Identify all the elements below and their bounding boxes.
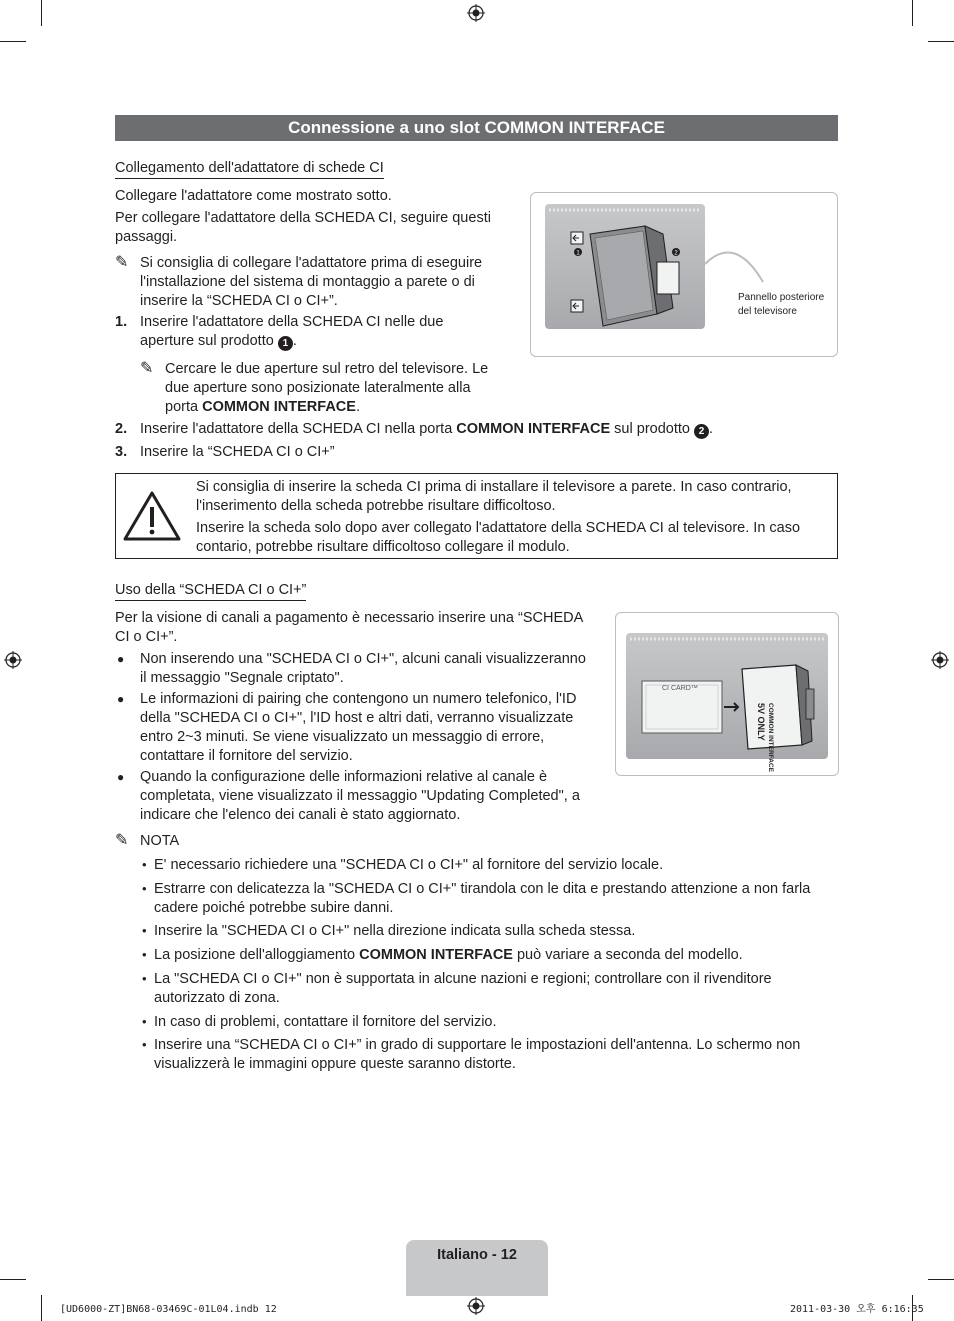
subsection-heading-text: Collegamento dell'adattatore di schede CI bbox=[115, 160, 384, 179]
note-text: La posizione dell'alloggiamento bbox=[154, 947, 360, 963]
step-bold: COMMON INTERFACE bbox=[456, 421, 611, 437]
figure-ci-adapter bbox=[530, 192, 838, 357]
step-number: 2. bbox=[115, 421, 128, 437]
note-line: Si consiglia di collegare l'adattatore prima di eseguire bbox=[140, 255, 483, 271]
note-line: inserire la “SCHEDA CI o CI+”. bbox=[140, 293, 338, 309]
dot-icon: • bbox=[142, 923, 147, 938]
note-bold: COMMON INTERFACE bbox=[359, 947, 513, 963]
note-text: può variare a seconda del modello. bbox=[512, 947, 743, 963]
crop-mark bbox=[0, 41, 26, 42]
figure-caption-line: del televisore bbox=[738, 306, 797, 317]
registration-mark-icon bbox=[4, 651, 22, 669]
paragraph: passaggi. bbox=[115, 229, 178, 245]
memo-pencil-icon: ✎ bbox=[140, 360, 154, 377]
note-line: In caso di problemi, contattare il fornitore del servizio. bbox=[154, 1014, 497, 1030]
bullet-line: della "SCHEDA CI o CI+", l'ID host e altri dati, verranno visualizzate bbox=[140, 710, 574, 726]
note-line: visualizzerà le immagini oppure queste saranno distorte. bbox=[154, 1056, 516, 1072]
subsection-heading bbox=[115, 581, 306, 600]
dot-icon: • bbox=[142, 881, 147, 896]
step-text: Inserire l'adattatore della SCHEDA CI nella porta bbox=[140, 421, 457, 437]
caution-line: l'inserimento della scheda potrebbe risultare difficoltoso. bbox=[196, 498, 556, 514]
bullet-line: il messaggio "Segnale criptato". bbox=[140, 670, 344, 686]
ci-card-illustration-icon bbox=[626, 633, 828, 759]
step-text: aperture sul prodotto bbox=[140, 333, 274, 349]
svg-text:2: 2 bbox=[674, 250, 678, 257]
bullet-line: Quando la configurazione delle informazioni relative al canale è bbox=[140, 769, 548, 785]
step-number: 3. bbox=[115, 444, 128, 460]
caution-line: Inserire la scheda solo dopo aver collegato l'adattatore della SCHEDA CI al televisore. In caso bbox=[196, 520, 801, 536]
note-line bbox=[154, 946, 743, 965]
note-line: cadere poiché potrebbe subire danni. bbox=[154, 900, 394, 916]
bullet-line: contattare il fornitore del servizio. bbox=[140, 748, 353, 764]
registration-mark-icon bbox=[467, 4, 485, 22]
step-text: sul prodotto bbox=[610, 421, 690, 437]
registration-mark-icon bbox=[931, 651, 949, 669]
figure-caption-line: Pannello posteriore bbox=[738, 292, 825, 303]
step-text-line: Inserire l'adattatore della SCHEDA CI nella porta COMMON INTERFACE sul prodotto 2 . bbox=[140, 421, 714, 437]
slot-label-line: 5V ONLY bbox=[756, 703, 766, 741]
caution-line: contario, potrebbe risultare difficoltoso collegare il modulo. bbox=[196, 539, 570, 555]
note-line: porta COMMON INTERFACE. bbox=[165, 399, 360, 415]
note-line: autorizzato di zona. bbox=[154, 990, 280, 1006]
registration-mark-icon bbox=[467, 1297, 485, 1315]
dot-icon: • bbox=[142, 1014, 147, 1029]
bullet-icon: ● bbox=[117, 692, 125, 706]
crop-mark bbox=[928, 41, 954, 42]
step-text: Inserire l'adattatore della SCHEDA CI nelle due bbox=[140, 314, 444, 330]
note-line: E' necessario richiedere una "SCHEDA CI o CI+" al fornitore del servizio locale. bbox=[154, 857, 664, 873]
bullet-line: Non inserendo una "SCHEDA CI o CI+", alcuni canali visualizzeranno bbox=[140, 651, 586, 667]
marker-1: 1 bbox=[278, 336, 293, 351]
figure-ci-card bbox=[615, 612, 839, 776]
crop-mark bbox=[41, 0, 42, 26]
caution-box bbox=[115, 473, 838, 559]
note-line: due aperture sono posizionate lateralmente alla bbox=[165, 380, 471, 396]
dot-icon: • bbox=[142, 947, 147, 962]
bullet-line: completata, viene visualizzato il messaggio "Updating Completed", a bbox=[140, 788, 580, 804]
crop-mark bbox=[41, 1295, 42, 1321]
crop-mark bbox=[912, 0, 913, 26]
caution-line: Si consiglia di inserire la scheda CI prima di installare il televisore a parete. In caso contrario, bbox=[196, 479, 792, 495]
bullet-icon: ● bbox=[117, 652, 125, 666]
page-number: Italiano - 12 bbox=[437, 1247, 517, 1263]
slot-label bbox=[755, 703, 774, 783]
memo-pencil-icon: ✎ bbox=[115, 254, 129, 271]
step-text-line: aperture sul prodotto 1 . bbox=[140, 333, 297, 349]
note-line: La "SCHEDA CI o CI+" non è supportata in alcune nazioni e regioni; controllare con il rivenditore bbox=[154, 971, 772, 987]
print-slug-right: 2011-03-30 오후 6:16:35 bbox=[790, 1304, 924, 1315]
memo-pencil-icon: ✎ bbox=[115, 832, 129, 849]
nota-heading: NOTA bbox=[140, 833, 180, 849]
svg-text:1: 1 bbox=[576, 250, 580, 257]
note-bold: COMMON INTERFACE bbox=[202, 399, 356, 415]
figure-caption bbox=[738, 291, 824, 319]
warning-triangle-icon bbox=[122, 490, 182, 542]
bullet-line: Le informazioni di pairing che contengono un numero telefonico, l'ID bbox=[140, 691, 577, 707]
section-title: Connessione a uno slot COMMON INTERFACE bbox=[115, 115, 838, 141]
note-line: l'installazione del sistema di montaggio a parete o di bbox=[140, 274, 475, 290]
paragraph: Per collegare l'adattatore della SCHEDA CI, seguire questi bbox=[115, 210, 491, 226]
paragraph: Per la visione di canali a pagamento è necessario inserire una “SCHEDA bbox=[115, 610, 584, 626]
marker-2: 2 bbox=[694, 424, 709, 439]
dot-icon: • bbox=[142, 971, 147, 986]
ci-card-label: CI CARD™ bbox=[662, 685, 698, 692]
bullet-line: entro 2~3 minuti. Se viene visualizzato un messaggio di errore, bbox=[140, 729, 545, 745]
note-line: Estrarre con delicatezza la "SCHEDA CI o CI+" tirandola con le dita e prestando attenzione a non farla bbox=[154, 881, 811, 897]
step-number: 1. bbox=[115, 314, 128, 330]
subsection-heading-text: Uso della “SCHEDA CI o CI+” bbox=[115, 582, 306, 601]
note-text: porta bbox=[165, 399, 203, 415]
subsection-heading bbox=[115, 159, 384, 178]
note-line: Inserire la "SCHEDA CI o CI+" nella direzione indicata sulla scheda stessa. bbox=[154, 923, 636, 939]
note-line: Inserire una “SCHEDA CI o CI+” in grado di supportare le impostazioni dell'antenna. Lo schermo non bbox=[154, 1037, 801, 1053]
print-slug-left: [UD6000-ZT]BN68-03469C-01L04.indb 12 bbox=[60, 1304, 277, 1315]
bullet-icon: ● bbox=[117, 770, 125, 784]
adapter-illustration-icon bbox=[545, 204, 765, 334]
paragraph: Collegare l'adattatore come mostrato sotto. bbox=[115, 188, 392, 204]
note-line: Cercare le due aperture sul retro del televisore. Le bbox=[165, 361, 489, 377]
dot-icon: • bbox=[142, 857, 147, 872]
dot-icon: • bbox=[142, 1037, 147, 1052]
bullet-line: indicare che l'elenco dei canali è stato aggiornato. bbox=[140, 807, 461, 823]
step-text: Inserire la “SCHEDA CI o CI+” bbox=[140, 444, 335, 460]
crop-mark bbox=[0, 1279, 26, 1280]
slot-label-line: COMMON INTERFACE bbox=[767, 703, 774, 772]
crop-mark bbox=[928, 1279, 954, 1280]
paragraph: CI o CI+”. bbox=[115, 629, 178, 645]
